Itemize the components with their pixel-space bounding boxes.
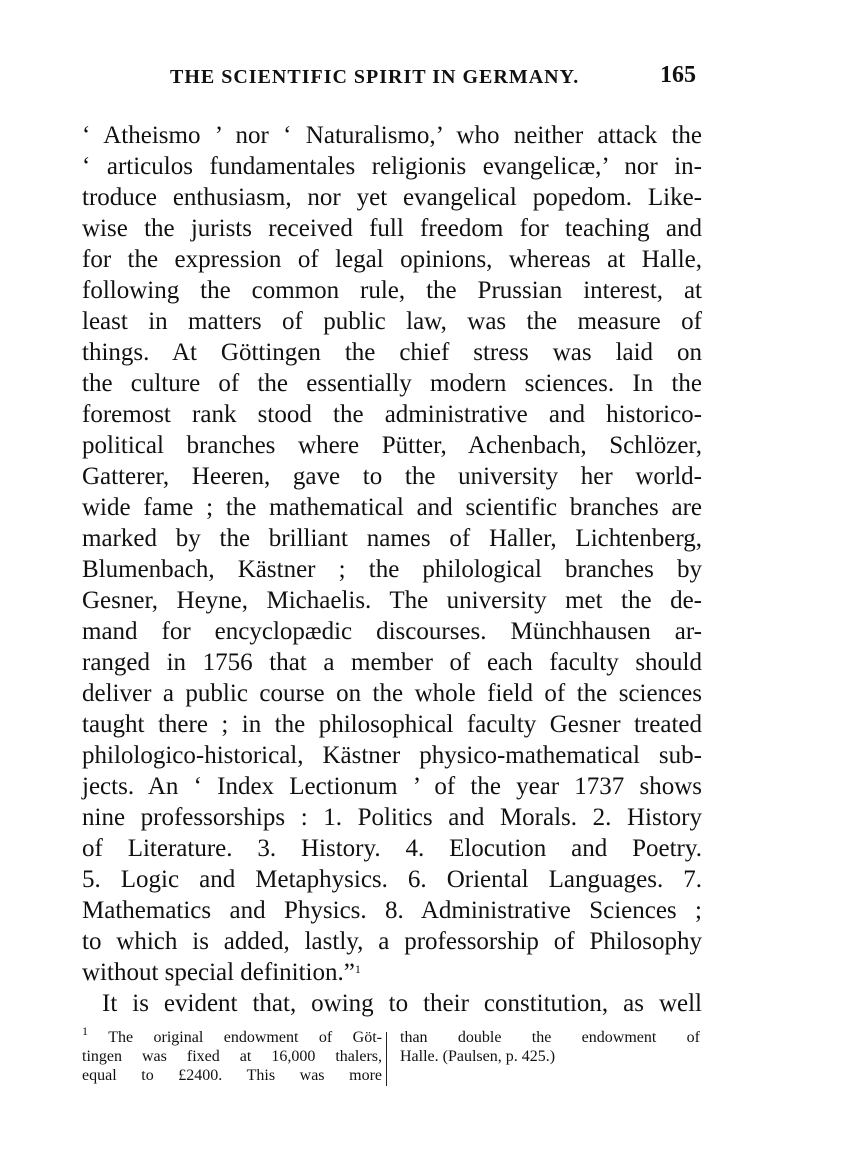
text-line: Gatterer, Heeren, gave to the university her world- (82, 463, 702, 490)
text-line: mand for encyclopædic discourses. Münchhausen ar- (82, 618, 702, 645)
text-line: 5. Logic and Metaphysics. 6. Oriental Languages. 7. (82, 866, 702, 893)
footnote-line: equal to £2400. This was more (82, 1067, 382, 1084)
book-page (82, 58, 702, 1084)
text-line: deliver a public course on the whole field of the sciences (82, 680, 702, 707)
footnote-block (82, 1024, 702, 1088)
footnote-marker: 1 (82, 1024, 88, 1038)
text-line: philologico-historical, Kästner physico-mathematical sub- (82, 742, 702, 769)
footnote-line: tingen was fixed at 16,000 thalers, (82, 1048, 382, 1065)
text-line: nine professorships : 1. Politics and Morals. 2. History (82, 804, 702, 831)
text-line: things. At Göttingen the chief stress was laid on (82, 339, 702, 366)
footnote-right-column (400, 1028, 700, 1066)
text-line: foremost rank stood the administrative and historico- (82, 401, 702, 428)
footnote-line-text: The original endowment of Göt- (108, 1029, 382, 1046)
footnote-line: than double the endowment of (400, 1029, 700, 1046)
text-line: It is evident that, owing to their constitution, as well (102, 990, 702, 1017)
text-line-with-footnote-ref (82, 957, 702, 988)
text-line: marked by the brilliant names of Haller, Lichtenberg, (82, 525, 702, 552)
text-line: Mathematics and Physics. 8. Administrative Sciences ; (82, 897, 702, 924)
footnote-left-column (82, 1024, 382, 1085)
footnote-reference: 1 (354, 962, 361, 976)
text-line: Blumenbach, Kästner ; the philological branches by (82, 556, 702, 583)
text-line: following the common rule, the Prussian interest, at (82, 277, 702, 304)
footnote-column-divider (386, 1032, 387, 1086)
body-text (82, 120, 702, 1019)
text-line: least in matters of public law, was the measure of (82, 308, 702, 335)
text-line: political branches where Pütter, Achenbach, Schlözer, (82, 432, 702, 459)
text-line: ranged in 1756 that a member of each faculty should (82, 649, 702, 676)
text-line: jects. An ‘ Index Lectionum ’ of the year 1737 shows (82, 773, 702, 800)
text-line-content: without special definition.” (82, 959, 355, 986)
running-header (82, 58, 702, 98)
text-line: to which is added, lastly, a professorship of Philosophy (82, 928, 702, 955)
footnote-line: Halle. (Paulsen, p. 425.) (400, 1048, 556, 1065)
running-title: THE SCIENTIFIC SPIRIT IN GERMANY. (170, 66, 580, 88)
text-line: the culture of the essentially modern sciences. In the (82, 370, 702, 397)
text-line: wise the jurists received full freedom for teaching and (82, 215, 702, 242)
text-line: troduce enthusiasm, nor yet evangelical popedom. Like- (82, 184, 702, 211)
footnote-line (82, 1024, 382, 1047)
page-number: 165 (660, 62, 696, 88)
text-line: wide fame ; the mathematical and scientific branches are (82, 494, 702, 521)
text-line: of Literature. 3. History. 4. Elocution and Poetry. (82, 835, 702, 862)
text-line: Gesner, Heyne, Michaelis. The university met the de- (82, 587, 702, 614)
text-line: for the expression of legal opinions, whereas at Halle, (82, 246, 702, 273)
text-line: ‘ articulos fundamentales religionis evangelicæ,’ nor in- (82, 153, 702, 180)
text-line: ‘ Atheismo ’ nor ‘ Naturalismo,’ who neither attack the (82, 122, 702, 149)
text-line: taught there ; in the philosophical faculty Gesner treated (82, 711, 702, 738)
